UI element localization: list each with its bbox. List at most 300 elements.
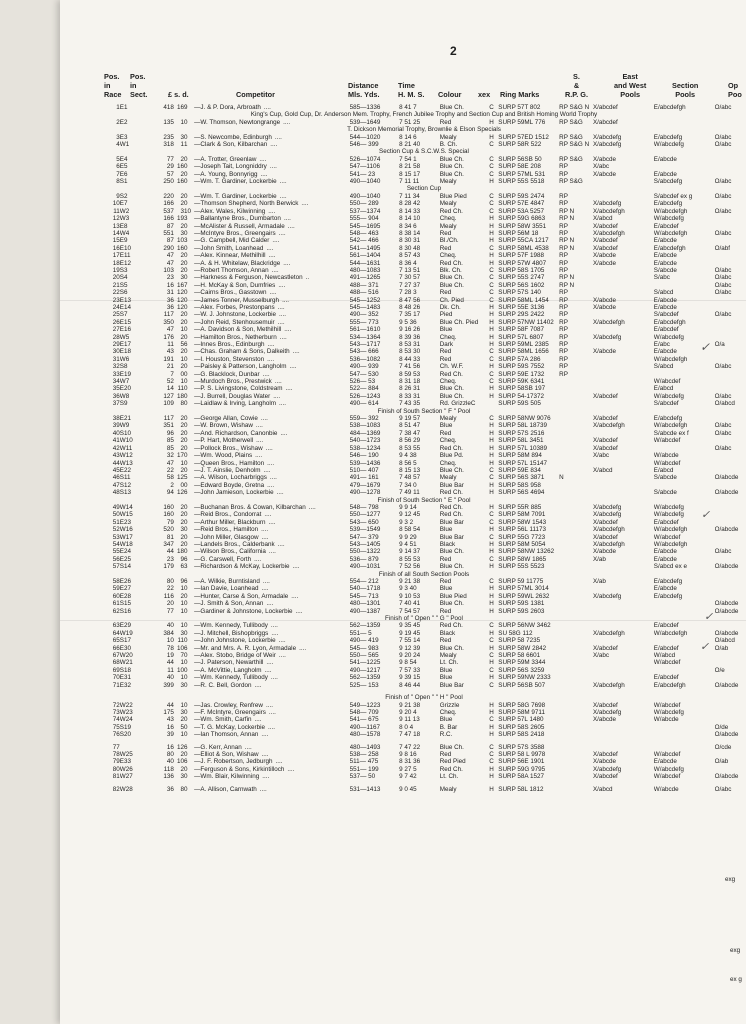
cell-dist: 510— 407 bbox=[349, 466, 379, 474]
cell-pl: 20 bbox=[166, 600, 174, 608]
cell-col: Red bbox=[439, 355, 452, 363]
cell-pos: 39 bbox=[112, 422, 120, 430]
competitor-name: —Elliot & Son, Wishaw bbox=[194, 750, 259, 758]
cell-dist: 539—1649 bbox=[349, 118, 381, 126]
cell-pos: 27 bbox=[112, 326, 120, 334]
cell-pl: 136 bbox=[163, 773, 174, 781]
cell-ring: SURP 55E 3136 bbox=[498, 303, 545, 311]
cell-secp: E/abcdefgh bbox=[653, 244, 686, 252]
cell-sx: C bbox=[489, 758, 494, 766]
cell-secp: E/abcdef bbox=[653, 222, 679, 230]
cell-pos: 63 bbox=[112, 622, 120, 630]
cell-dist: 550— 565 bbox=[349, 652, 379, 660]
cell-col: Blue bbox=[439, 326, 453, 334]
leader-dots: .... bbox=[279, 178, 287, 186]
cell-time: 9 19 57 bbox=[399, 415, 421, 423]
cell-col: B. Bar bbox=[439, 723, 458, 731]
leader-dots: .... bbox=[266, 244, 274, 252]
cell-dist: 490— 419 bbox=[349, 637, 379, 645]
competitor-name: —J. Burrell, Douglas Water bbox=[194, 392, 271, 400]
table-row bbox=[104, 371, 744, 378]
cell-ring: SURP 59G 6863 bbox=[498, 215, 546, 223]
cell-ring: SURP 56M 18 bbox=[498, 229, 539, 237]
cell-secp: S/abcde bbox=[653, 266, 677, 274]
cell-ring: SURP 58A 1527 bbox=[498, 773, 545, 781]
cell-ring: SURP 58S 2605 bbox=[498, 723, 545, 731]
competitor-name: —I. Houston, Stevenston bbox=[194, 355, 265, 363]
cell-time: 8 39 36 bbox=[399, 333, 421, 341]
cell-pos: 71 bbox=[112, 681, 120, 689]
cell-time: 9 21 38 bbox=[399, 701, 421, 709]
cell-sx: C bbox=[489, 266, 494, 274]
leader-dots: .... bbox=[267, 355, 275, 363]
cell-pl: 160 bbox=[163, 503, 174, 511]
cell-dist: 549—1223 bbox=[349, 701, 381, 709]
cell-opp: O/abcd bbox=[714, 637, 735, 645]
cell-east: X/ab bbox=[592, 555, 606, 563]
cell-east: X/ab bbox=[592, 578, 606, 585]
competitor-name: —Robert Thomson, Annan bbox=[194, 266, 269, 274]
cell-secp: W/abcdefg bbox=[653, 333, 684, 341]
cell-ring: SURP 58L 3451 bbox=[498, 437, 544, 445]
cell-time: 7 55 14 bbox=[399, 637, 421, 645]
table-row bbox=[104, 467, 744, 474]
cell-sect: S11 bbox=[119, 474, 131, 482]
cell-ps: 16 bbox=[176, 104, 184, 111]
cell-east bbox=[593, 482, 654, 489]
cell-ps: 2 bbox=[180, 429, 184, 437]
leader-dots: .... bbox=[279, 333, 287, 341]
cell-dist: 522— 884 bbox=[349, 385, 379, 393]
cell-ring: SURP 58SB 197 bbox=[498, 385, 546, 393]
cell-sect: S1 bbox=[119, 178, 128, 186]
cell-pl: 58 bbox=[166, 474, 174, 482]
cell-ps: 1 bbox=[180, 378, 184, 386]
competitor-name: —A. Wilson, Locharbriggs bbox=[194, 474, 267, 482]
leader-dots: .... bbox=[261, 750, 269, 758]
cell-sect: E5 bbox=[119, 163, 128, 171]
cell-time: 7 51 25 bbox=[399, 118, 421, 126]
cell-sect: S9 bbox=[119, 400, 128, 408]
cell-col: Mealy bbox=[439, 415, 457, 423]
cell-pd: 0 bbox=[183, 773, 188, 781]
cell-ring: SURP 57E 4847 bbox=[498, 200, 545, 208]
cell-pd: 0 bbox=[183, 415, 188, 423]
cell-dist: 490—1031 bbox=[349, 563, 381, 571]
cell-pos: 36 bbox=[112, 392, 120, 400]
cell-opp: O/abc bbox=[714, 289, 732, 297]
cell-ring: SURP 57ED 1512 bbox=[498, 133, 549, 141]
cell-dist: 548— 709 bbox=[349, 708, 379, 716]
table-row bbox=[104, 758, 744, 765]
competitor-name: —G. Kerr, Annan bbox=[194, 743, 242, 751]
cell-sx: H bbox=[489, 592, 494, 600]
cell-rpg bbox=[559, 556, 593, 563]
leader-dots: .... bbox=[273, 392, 281, 400]
cell-sect: E32 bbox=[119, 681, 131, 689]
cell-pos: 35 bbox=[112, 385, 120, 393]
cell-pd: 3 bbox=[183, 563, 188, 571]
cell-pd: 0 bbox=[183, 311, 188, 319]
leader-dots: .... bbox=[289, 363, 297, 371]
cell-pd: 6 bbox=[183, 341, 188, 348]
cell-pos: 19 bbox=[112, 266, 120, 274]
cell-ring: SURP 55CA 1217 bbox=[498, 237, 549, 245]
cell-opp bbox=[715, 415, 744, 422]
cell-comp bbox=[194, 304, 349, 311]
cell-rpg bbox=[559, 744, 593, 751]
cell-time: 9 3 2 bbox=[399, 518, 414, 526]
cell-sect: W20 bbox=[119, 652, 133, 660]
cell-east bbox=[593, 659, 654, 666]
cell-sect: E15 bbox=[119, 318, 131, 326]
cell-pd: 0 bbox=[183, 170, 188, 178]
cell-secp: W/abcdef bbox=[653, 533, 681, 541]
table-row bbox=[104, 208, 744, 215]
cell-ring: SURP 56L 11173 bbox=[498, 526, 547, 534]
cell-sect: E11 bbox=[119, 252, 131, 260]
cell-sx: C bbox=[489, 355, 494, 363]
cell-pd: 0 bbox=[183, 518, 188, 526]
table-row bbox=[104, 245, 744, 252]
cell-pl: 14 bbox=[166, 385, 174, 393]
leader-dots: .... bbox=[278, 229, 286, 237]
leader-dots: .... bbox=[268, 723, 276, 731]
cell-pd: 0 bbox=[183, 363, 188, 371]
cell-rpg bbox=[559, 445, 593, 452]
cell-opp: O/abc bbox=[714, 444, 732, 452]
cell-sx: C bbox=[489, 378, 494, 386]
cell-sect: W11 bbox=[119, 444, 133, 452]
cell-time: 7 49 11 bbox=[399, 489, 420, 497]
cell-pd: 0 bbox=[183, 318, 188, 326]
table-row bbox=[104, 511, 744, 518]
cell-sect: S18 bbox=[119, 666, 131, 674]
cell-east bbox=[593, 731, 654, 738]
cell-comp bbox=[194, 119, 349, 126]
cell-sx: C bbox=[489, 555, 494, 563]
cell-ring: SURP 59S 7552 bbox=[498, 363, 545, 371]
cell-opp: O/abcde bbox=[714, 629, 739, 637]
cell-rpg: RP bbox=[559, 170, 568, 178]
leader-dots: .... bbox=[270, 141, 278, 149]
cell-comp bbox=[194, 237, 349, 244]
cell-pos: 15 bbox=[112, 237, 120, 245]
cell-sx: C bbox=[489, 244, 494, 252]
leader-dots: .... bbox=[285, 385, 293, 393]
table-row bbox=[104, 252, 744, 259]
competitor-name: —Laidlaw & Irving, Langholm bbox=[194, 400, 277, 408]
cell-rpg bbox=[559, 766, 593, 773]
cell-ps: 3 bbox=[180, 207, 184, 215]
cell-east bbox=[593, 363, 654, 370]
cell-pos: 24 bbox=[112, 303, 120, 311]
cell-comp bbox=[194, 452, 349, 459]
cell-pd: 0 bbox=[183, 540, 188, 548]
cell-ring: SURP 58W 3551 bbox=[498, 222, 547, 230]
cell-sect: S8 bbox=[119, 363, 128, 371]
leader-dots: .... bbox=[278, 652, 286, 660]
margin-tick-mark: ✓ bbox=[701, 508, 711, 521]
cell-ps: 1 bbox=[180, 659, 184, 667]
cell-comp bbox=[194, 630, 349, 637]
cell-ps: 1 bbox=[180, 731, 184, 739]
cell-comp bbox=[194, 674, 349, 681]
cell-comp bbox=[194, 193, 349, 200]
cell-sect: W25 bbox=[119, 750, 133, 758]
cell-secp: E/abcde bbox=[653, 237, 677, 245]
leader-dots: .... bbox=[280, 429, 288, 437]
cell-dist: 490—1217 bbox=[349, 666, 381, 674]
cell-col: Ch. Pied bbox=[439, 296, 464, 304]
cell-rpg: RP S&G bbox=[559, 118, 583, 126]
cell-opp: O/abcde bbox=[714, 600, 739, 608]
cell-rpg: RP bbox=[559, 341, 568, 348]
cell-sect: W12 bbox=[119, 452, 133, 460]
cell-time: 8 21 40 bbox=[399, 141, 421, 149]
cell-sect: W24 bbox=[119, 716, 133, 724]
cell-secp: W/abcdef bbox=[653, 437, 681, 445]
cell-secp: E/abcde bbox=[653, 758, 677, 766]
cell-ps: 2 bbox=[180, 444, 184, 452]
cell-rpg bbox=[559, 751, 593, 758]
cell-east bbox=[593, 430, 654, 437]
cell-col: Bl./Ch. bbox=[439, 237, 459, 245]
cell-pos: 55 bbox=[112, 548, 120, 556]
cell-pd: 0 bbox=[183, 178, 188, 186]
cell-pos: 16 bbox=[112, 244, 120, 252]
competitor-name: —Wm. Kennedy, Tullibody bbox=[194, 674, 268, 682]
competitor-name: —Reid Bros., Condorrat bbox=[194, 511, 262, 519]
cell-ring: SURP 58M 5054 bbox=[498, 540, 546, 548]
cell-ring: SURP 56E 1901 bbox=[498, 758, 545, 766]
leader-dots: .... bbox=[292, 563, 300, 571]
competitor-name: —Innes Bros., Edinburgh bbox=[194, 341, 265, 348]
cell-ps: 1 bbox=[180, 607, 184, 615]
leader-dots: .... bbox=[291, 592, 299, 600]
cell-col: Blue Bar bbox=[439, 518, 464, 526]
cell-ring: SURP 57L 1480 bbox=[498, 716, 544, 724]
cell-ring: SURP 58S 2418 bbox=[498, 731, 545, 739]
cell-pl: 36 bbox=[166, 303, 174, 311]
cell-secp bbox=[654, 744, 715, 751]
cell-time: 8 41 7 bbox=[399, 104, 417, 111]
competitor-name: —Alex. Kinnear, Methilhill bbox=[194, 252, 266, 260]
cell-rpg: RP bbox=[559, 192, 568, 200]
cell-ps: 12 bbox=[176, 489, 184, 497]
cell-dist: 490— 939 bbox=[349, 363, 379, 371]
cell-col: Blue bbox=[439, 666, 453, 674]
cell-rpg: RP bbox=[559, 363, 568, 371]
cell-east: X/abcdef bbox=[592, 437, 618, 445]
header-pos-sect: Pos. in Sect. bbox=[130, 72, 148, 99]
cell-time: 8 30 48 bbox=[399, 244, 421, 252]
cell-time: 8 34 6 bbox=[399, 222, 417, 230]
cell-rpg bbox=[559, 578, 593, 585]
cell-rpg bbox=[559, 519, 593, 526]
cell-sx: C bbox=[489, 716, 494, 724]
table-row bbox=[104, 156, 744, 163]
cell-pl: 31 bbox=[166, 289, 174, 297]
cell-pos: 50 bbox=[112, 511, 120, 519]
cell-sx: H bbox=[489, 659, 494, 667]
cup-awarded-note bbox=[104, 408, 744, 415]
margin-tick-mark: ✓ bbox=[704, 610, 714, 623]
cell-ring: SURP 56S 1602 bbox=[498, 281, 545, 289]
cell-opp: O/abc bbox=[714, 422, 732, 430]
cell-pl: 47 bbox=[166, 459, 174, 467]
table-row bbox=[104, 437, 744, 444]
cell-ps: 1 bbox=[180, 622, 184, 630]
cell-dist: 543— 666 bbox=[349, 348, 379, 356]
cell-ring: SURP 59S 2474 bbox=[498, 192, 545, 200]
cell-pos: 70 bbox=[112, 674, 120, 682]
cell-col: Cheq. bbox=[439, 437, 457, 445]
margin-tick-mark: ✓ bbox=[700, 340, 711, 354]
cell-pl: 19 bbox=[166, 652, 174, 660]
cell-secp: E/abcdefg bbox=[653, 200, 683, 208]
cell-opp bbox=[715, 378, 744, 385]
cell-pos: 66 bbox=[112, 644, 120, 652]
cell-dist: 479—1679 bbox=[349, 481, 381, 489]
cell-sx: H bbox=[489, 629, 494, 637]
cell-pd: 0 bbox=[183, 266, 188, 274]
cell-ring: SURP 58W 1543 bbox=[498, 518, 547, 526]
cell-time: 8 26 31 bbox=[399, 385, 421, 393]
competitor-name: —P. Hart, Motherwell bbox=[194, 437, 254, 445]
cell-opp bbox=[715, 659, 744, 666]
cell-rpg: RP bbox=[559, 326, 568, 334]
cell-opp: O/abcde bbox=[714, 773, 739, 781]
cell-dist: 541— 675 bbox=[349, 716, 379, 724]
cell-east: X/abcdefg bbox=[592, 503, 622, 511]
cell-time: 7 11 11 bbox=[399, 178, 420, 186]
cell-pos: 48 bbox=[112, 489, 120, 497]
cell-pd: 0 bbox=[183, 533, 188, 541]
cell-ps: 2 bbox=[180, 170, 184, 178]
cell-dist: 585—1336 bbox=[349, 104, 381, 111]
table-row bbox=[104, 519, 744, 526]
cell-col: Grizzle bbox=[439, 701, 460, 709]
cell-dist: 526—1243 bbox=[349, 392, 381, 400]
cell-opp bbox=[715, 751, 744, 758]
cell-east: X/abcdef bbox=[592, 750, 618, 758]
cell-time: 7 48 57 bbox=[399, 474, 421, 482]
cell-ring: SURP 58W 2842 bbox=[498, 644, 547, 652]
cell-dist: 480—1578 bbox=[349, 731, 381, 739]
competitor-name: —Wilson Bros., California bbox=[194, 548, 266, 556]
cell-east: X/abcdef bbox=[592, 244, 618, 252]
cell-opp bbox=[715, 163, 744, 170]
competitor-name: —J. & P. Dora, Arbroath bbox=[194, 104, 261, 111]
cell-pl: 135 bbox=[163, 118, 174, 126]
cell-dist: 551— 5 bbox=[349, 629, 372, 637]
cell-ps: 8 bbox=[180, 400, 184, 408]
cell-pl: 40 bbox=[166, 674, 174, 682]
cell-rpg: RP bbox=[559, 370, 568, 378]
cell-pos: 78 bbox=[112, 750, 120, 758]
cell-ps: 2 bbox=[180, 192, 184, 200]
cell-sx: C bbox=[489, 163, 494, 171]
cell-comp bbox=[194, 731, 349, 738]
cell-time: 8 53 31 bbox=[399, 341, 421, 348]
cell-ring: SURP 58S 1705 bbox=[498, 266, 545, 274]
competitor-name: —Ferguson & Sons, Kirkintilloch bbox=[194, 765, 285, 773]
leader-dots: .... bbox=[277, 303, 285, 311]
cell-opp: O/abc bbox=[714, 429, 732, 437]
cell-col: Blue bbox=[439, 526, 453, 534]
cell-dist: 548— 463 bbox=[349, 229, 379, 237]
cell-pl: 44 bbox=[166, 701, 174, 709]
cell-opp bbox=[715, 237, 744, 244]
leader-dots: .... bbox=[274, 133, 282, 141]
cup-awarded-note bbox=[104, 615, 744, 622]
cell-ring: SURP 55G 7723 bbox=[498, 533, 546, 541]
cell-ring: SU 58G 112 bbox=[498, 629, 533, 637]
cell-pd: 0 bbox=[183, 252, 188, 260]
cell-pl: 43 bbox=[166, 348, 174, 356]
cell-pos: 42 bbox=[112, 444, 120, 452]
cell-sx: H bbox=[489, 215, 494, 223]
cell-sx: H bbox=[489, 326, 494, 334]
cell-opp bbox=[715, 326, 744, 333]
table-row bbox=[104, 709, 744, 716]
cell-col: Red Ch. bbox=[439, 207, 463, 215]
cell-pd: 0 bbox=[183, 750, 188, 758]
cell-rpg: RP S&G bbox=[559, 178, 583, 186]
cell-pos: 45 bbox=[112, 466, 120, 474]
cell-time: 7 13 51 bbox=[399, 266, 421, 274]
cell-ring: SURP 58M 894 bbox=[498, 452, 542, 460]
cell-comp bbox=[194, 702, 349, 709]
cell-secp: E/abcd bbox=[653, 385, 674, 393]
cell-pl: 36 bbox=[166, 296, 174, 304]
cell-rpg bbox=[559, 504, 593, 511]
cell-rpg bbox=[559, 731, 593, 738]
cell-east bbox=[593, 460, 654, 467]
cell-east bbox=[593, 400, 654, 407]
cell-sx: H bbox=[489, 723, 494, 731]
competitor-name: —Jas. Crowley, Renfrew bbox=[194, 701, 263, 709]
margin-note: ex g bbox=[730, 976, 742, 983]
cell-east: X/abcdefgh bbox=[592, 207, 625, 215]
cell-comp bbox=[194, 504, 349, 511]
cell-ring: SURP 59ML 776 bbox=[498, 118, 546, 126]
cell-sect: E14 bbox=[119, 303, 131, 311]
cell-opp bbox=[715, 702, 744, 709]
cell-comp bbox=[194, 282, 349, 289]
cell-opp bbox=[715, 215, 744, 222]
cell-time: 7 30 57 bbox=[399, 274, 421, 282]
leader-dots: .... bbox=[244, 743, 252, 751]
cell-east: X/abcdef bbox=[592, 773, 618, 781]
cell-opp: O/abc bbox=[714, 392, 732, 400]
cell-opp: O/ab bbox=[714, 644, 729, 652]
cell-time: 7 40 41 bbox=[399, 600, 421, 608]
table-row bbox=[104, 482, 744, 489]
cell-comp bbox=[194, 460, 349, 467]
cell-rpg bbox=[559, 437, 593, 444]
cell-pos: 14 bbox=[112, 229, 120, 237]
cell-east: X/abcdef bbox=[592, 518, 618, 526]
leader-dots: .... bbox=[269, 474, 277, 482]
cell-sx: H bbox=[489, 222, 494, 230]
header-open-pools: Op Poo bbox=[728, 81, 742, 99]
leader-dots: .... bbox=[266, 659, 274, 667]
cell-col: Blue Ch. bbox=[439, 104, 464, 111]
cell-sect: S6 bbox=[119, 289, 128, 297]
table-row bbox=[104, 297, 744, 304]
